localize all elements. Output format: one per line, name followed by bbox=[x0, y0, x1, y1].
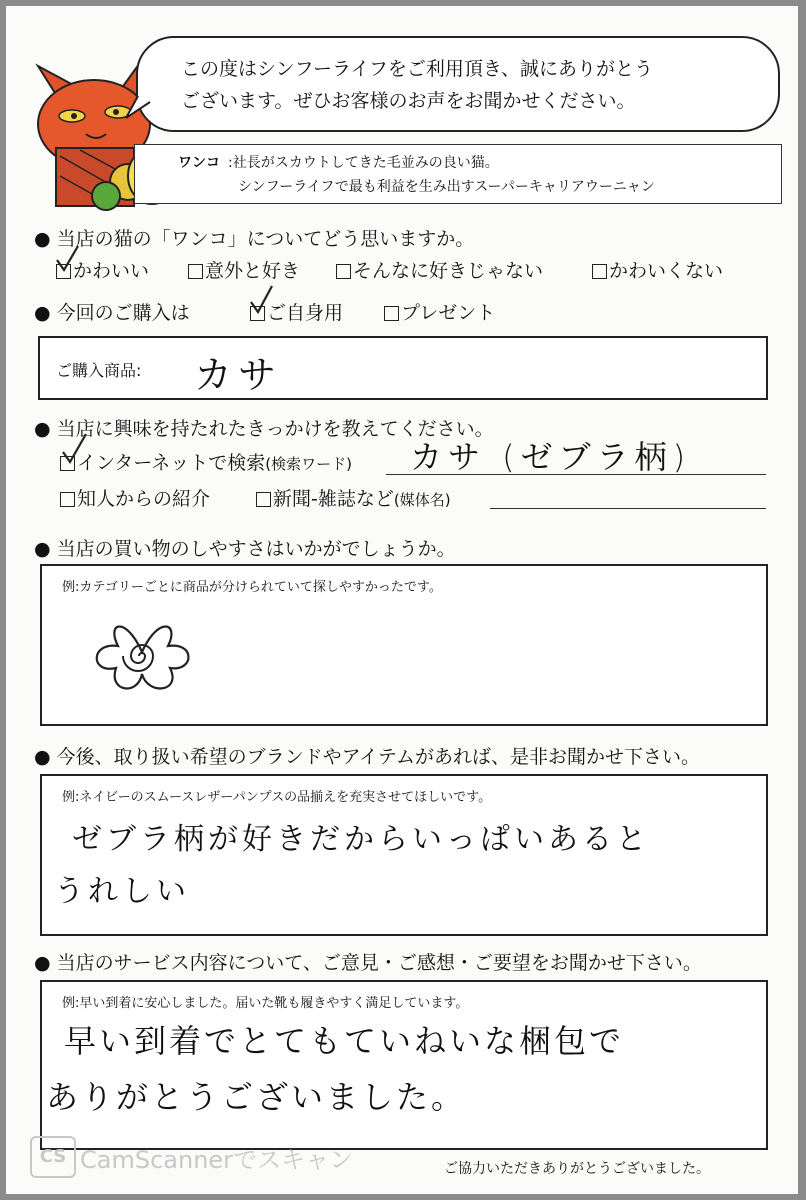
q2-option-present[interactable]: プレゼント bbox=[384, 298, 495, 325]
greeting-line-1: この度はシンフーライフをご利用頂き、誠にありがとう bbox=[181, 58, 654, 80]
product-label: ご購入商品: bbox=[56, 361, 142, 380]
question-2: ● 今回のご購入は bbox=[34, 302, 190, 324]
camscanner-logo-icon: CS bbox=[30, 1136, 76, 1178]
q5-answer-line-1: ゼブラ柄が好きだからいっぱいあると bbox=[72, 822, 650, 857]
speech-bubble-tail bbox=[124, 94, 154, 124]
q3-option-friend[interactable]: 知人からの紹介 bbox=[60, 484, 210, 511]
mascot-name: ワンコ bbox=[178, 155, 220, 171]
q1-option-kawaii[interactable]: かわいい bbox=[56, 256, 149, 283]
question-4: ● 当店の買い物のしやすさはいかがでしょうか。 bbox=[34, 538, 456, 560]
checkbox-unchecked[interactable] bbox=[592, 264, 607, 279]
question-6-text: 当店のサービス内容について、ご意見・ご感想・ご要望をお聞かせ下さい。 bbox=[56, 952, 702, 974]
question-3: ● 当店に興味を持たれたきっかけを教えてください。 bbox=[34, 418, 494, 440]
q6-example: 例:早い到着に安心しました。届いた靴も履きやすく満足しています。 bbox=[62, 996, 469, 1011]
check-mark-icon bbox=[54, 244, 82, 274]
question-3-text: 当店に興味を持たれたきっかけを教えてください。 bbox=[56, 418, 494, 440]
product-box[interactable] bbox=[38, 336, 768, 400]
question-1-text: 当店の猫の「ワンコ」についてどう思いますか。 bbox=[56, 228, 475, 250]
question-6: ● 当店のサービス内容について、ご意見・ご感想・ご要望をお聞かせ下さい。 bbox=[34, 952, 702, 974]
product-answer: カサ bbox=[194, 353, 283, 397]
q6-answer-line-2: ありがとうございました。 bbox=[46, 1078, 467, 1116]
question-4-text: 当店の買い物のしやすさはいかがでしょうか。 bbox=[56, 538, 456, 560]
question-2-text: 今回のご購入は bbox=[56, 302, 190, 324]
q1-option-igai[interactable]: 意外と好き bbox=[188, 256, 300, 283]
question-5-text: 今後、取り扱い希望のブランドやアイテムがあれば、是非お聞かせ下さい。 bbox=[56, 746, 700, 768]
q1-option-kawaikunai[interactable]: かわいくない bbox=[592, 256, 723, 283]
check-mark-icon bbox=[248, 284, 276, 316]
q6-answer-line-1: 早い到着でとてもていねいな梱包で bbox=[64, 1022, 625, 1060]
check-mark-icon bbox=[60, 432, 90, 466]
search-word-answer[interactable]: カサ (ゼブラ柄) bbox=[410, 438, 692, 476]
q5-example: 例:ネイビーのスムースレザーパンプスの品揃えを充実させてほしいです。 bbox=[62, 790, 492, 805]
media-name-line[interactable] bbox=[490, 508, 766, 509]
camscanner-watermark: CamScannerでスキャン bbox=[80, 1146, 354, 1174]
mascot-desc-line-1: :社長がスカウトしてきた毛並みの良い猫。 bbox=[228, 155, 499, 171]
checkbox-unchecked[interactable] bbox=[336, 264, 351, 279]
survey-sheet bbox=[6, 6, 798, 1194]
mascot-desc-line-2: シンフーライフで最も利益を生み出すスーパーキャリアウーニャン bbox=[238, 179, 655, 195]
q5-answer-line-2: うれしい bbox=[54, 874, 190, 909]
q3-option-internet[interactable]: インターネットで検索(検索ワード) bbox=[60, 448, 352, 475]
greeting-line-2: ございます。ぜひお客様のお声をお聞かせください。 bbox=[181, 90, 636, 112]
q1-option-sonnani[interactable]: そんなに好きじゃない bbox=[336, 256, 543, 283]
q4-example: 例:カテゴリーごとに商品が分けられていて探しやすかったです。 bbox=[62, 580, 442, 595]
question-5: ● 今後、取り扱い希望のブランドやアイテムがあれば、是非お聞かせ下さい。 bbox=[34, 746, 700, 768]
q3-option-media[interactable]: 新聞-雑誌など(媒体名) bbox=[256, 484, 451, 511]
checkbox-unchecked[interactable] bbox=[256, 492, 271, 507]
flower-doodle-drawing bbox=[86, 612, 198, 694]
footer-thanks: ご協力いただきありがとうございました。 bbox=[444, 1161, 710, 1177]
speech-bubble bbox=[136, 36, 780, 132]
checkbox-unchecked[interactable] bbox=[188, 264, 203, 279]
checkbox-unchecked[interactable] bbox=[384, 306, 399, 321]
q2-option-jishin[interactable]: ご自身用 bbox=[250, 298, 343, 325]
question-1: ● 当店の猫の「ワンコ」についてどう思いますか。 bbox=[34, 228, 475, 250]
checkbox-unchecked[interactable] bbox=[60, 492, 75, 507]
